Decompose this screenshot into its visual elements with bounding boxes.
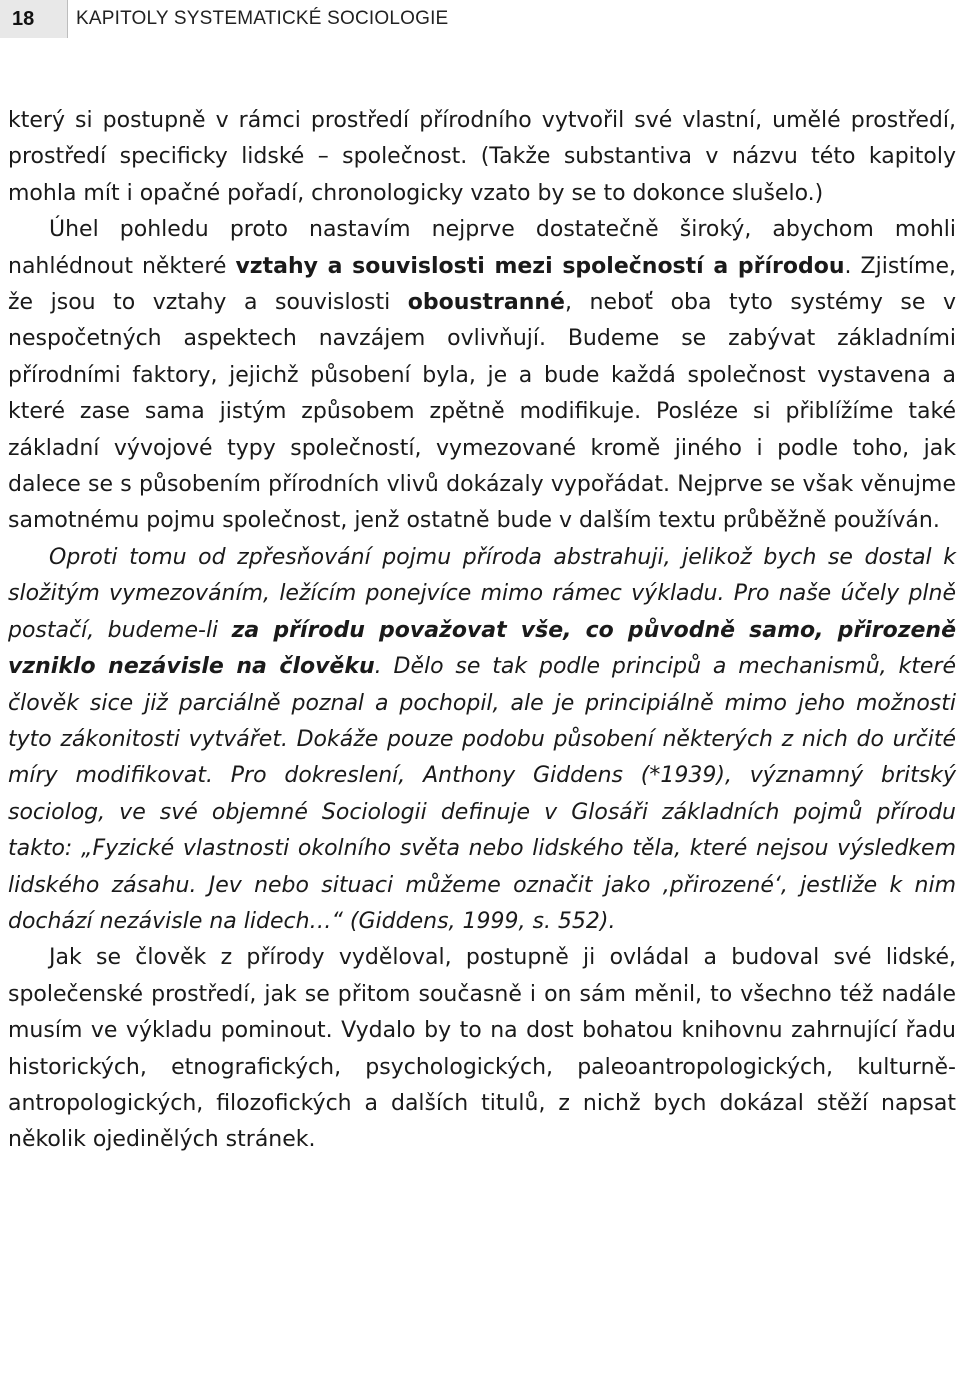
paragraph-1-text: který si postupně v rámci prostředí přírodního vytvořil své vlastní, umělé prostředí, prostředí specificky lidské – společnost. (Takže substantiva v názvu této kapitoly mohla mít i opačné pořadí, chronologicky vzato by se to dokonce slušelo.)	[8, 108, 956, 206]
paragraph-4	[8, 940, 956, 1158]
page-number: 18	[0, 0, 68, 38]
paragraph-4-text: Jak se člověk z přírody vyděloval, postupně ji ovládal a budoval své lidské, společenské prostředí, jak se přitom současně i on sám měnil, to všechno též nadále musím ve výkladu pominout. Vydalo by to na dost bohatou knihovnu zahrnující řadu historických, etnografických, psychologických, paleoantropologických, kulturně-antropologických, filozofických a dalších titulů, z nichž bych dokázal stěží napsat několik ojedinělých stránek.	[8, 945, 956, 1153]
paragraph-2-bold-a: vztahy a souvislosti mezi společností a přírodou	[235, 253, 845, 279]
paragraph-2-bold-b: oboustranné	[407, 290, 565, 316]
paragraph-3-text-b: . Dělo se tak podle principů a mechanismů, které člověk sice již parciálně poznal a pochopil, ale je principiálně mimo jeho možnosti tyto zákonitosti vytvářet. Dokáže pouze podobu působení některých z nich do určité míry modifikovat. Pro dokreslení, Anthony Giddens (*1939), významný britský sociolog, ve své objemné Sociologii definuje v Glosáři základních pojmů přírodu takto: „Fyzické vlastnosti okolního světa nebo lidského těla, které nejsou výsledkem lidského zásahu. Jev nebo situaci můžeme označit jako ‚přirozené‘, jestliže k nim dochází nezávisle na lidech…“ (Giddens, 1999, s. 552).	[8, 654, 956, 934]
paragraph-2-text-c: , neboť oba tyto systémy se v nespočetných aspektech navzájem ovlivňují. Budeme se zabývat základními přírodními faktory, jejichž působení byla, je a bude každá společnost vystavena a které zase sama jistým způsobem zpětně modifikuje. Posléze si přiblížíme také základní vývojové typy společností, vymezované kromě jiného i podle toho, jak dalece se s působením přírodních vlivů dokázaly vypořádat. Nejprve se však věnujme samotnému pojmu společnost, jenž ostatně bude v dalším textu průběžně používán.	[8, 290, 956, 534]
paragraph-2	[8, 212, 956, 540]
paragraph-2-text-b: . Zjistíme, že jsou to vztahy a souvislosti	[8, 253, 956, 316]
running-head-title: KAPITOLY SYSTEMATICKÉ SOCIOLOGIE	[76, 8, 449, 29]
paragraph-3-italic	[8, 540, 956, 940]
paragraph-3-bold: za přírodu považovat vše, co původně samo, přirozeně vzniklo nezávisle na člověku	[8, 617, 957, 680]
paragraph-1	[8, 103, 956, 212]
body-text	[8, 103, 956, 1159]
running-header	[0, 0, 960, 38]
paragraph-3-text-a: Oproti tomu od zpřesňování pojmu příroda abstrahuji, jelikož bych se dostal k složitým vymezováním, ležícím ponejvíce mimo rámec výkladu. Pro naše účely plně postačí, budeme-li	[8, 544, 956, 643]
paragraph-2-text-a: Úhel pohledu proto nastavím nejprve dostatečně široký, abychom mohli nahlédnout některé	[8, 217, 956, 279]
